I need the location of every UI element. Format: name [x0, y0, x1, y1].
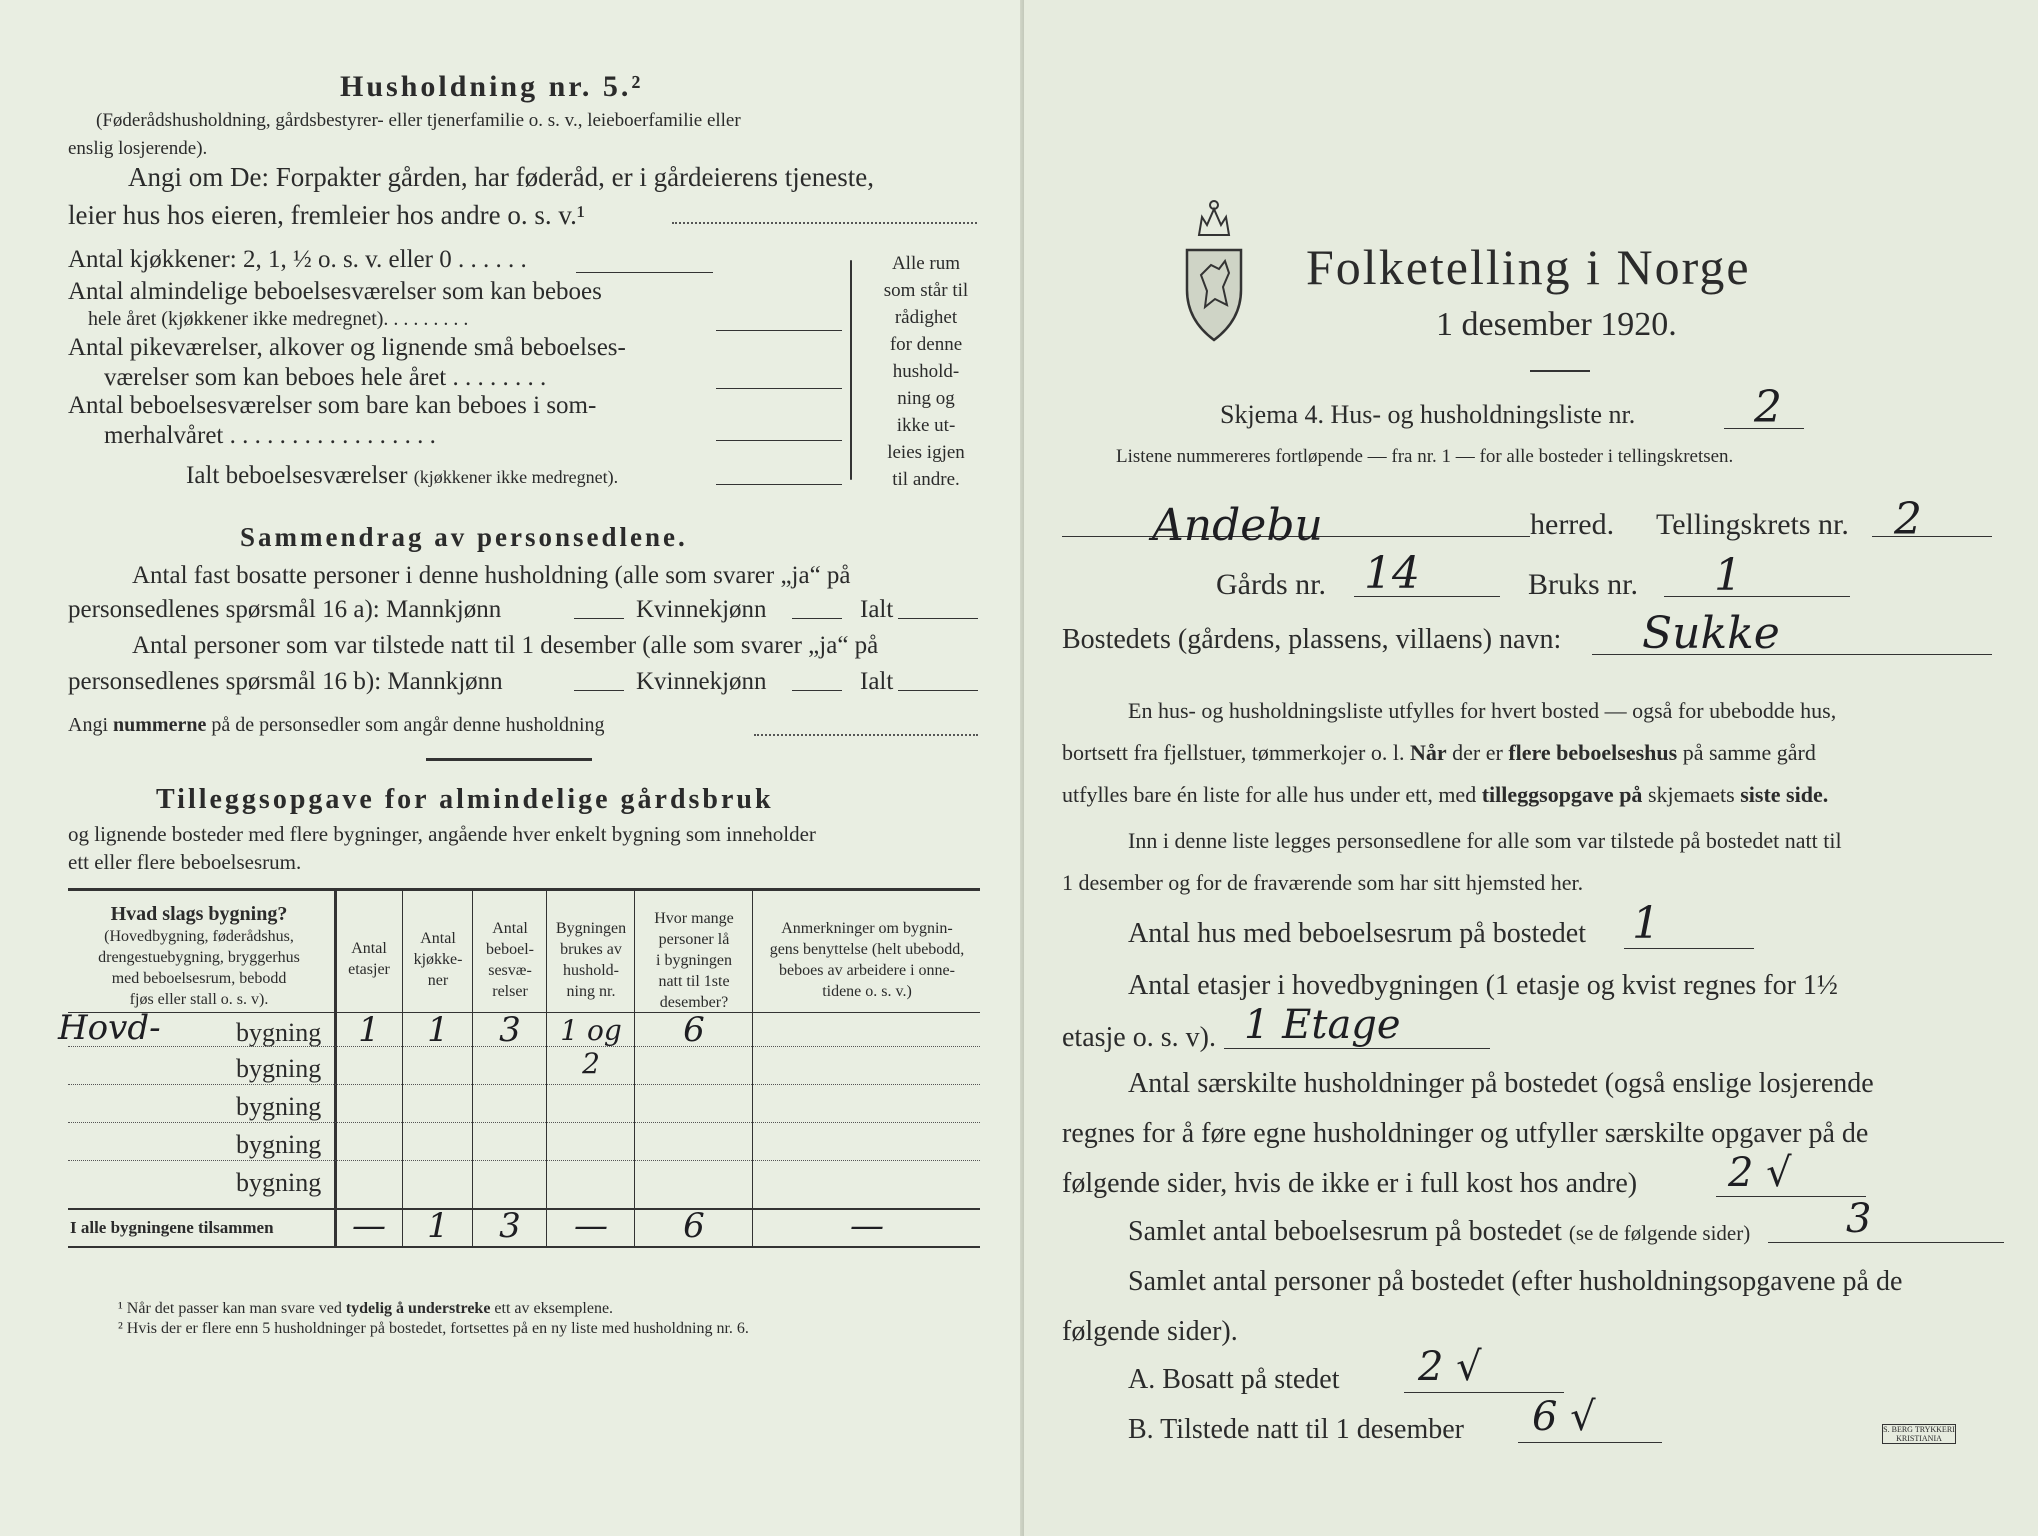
header-text: hushold- — [563, 962, 619, 979]
krets-line — [1872, 536, 1992, 537]
floors-line — [1224, 1048, 1490, 1049]
right-page — [1024, 0, 2038, 1536]
q-households-3: følgende sider, hvis de ikke er i full kost hos andre) — [1062, 1168, 1638, 1199]
form-title: Folketelling i Norge — [1306, 239, 1751, 295]
form-date: 1 desember 1920. — [1436, 306, 1677, 343]
small-answer-line — [716, 388, 842, 389]
header-text: beboel- — [486, 941, 534, 958]
sum2-total-label: Ialt — [860, 668, 894, 695]
household-subtitle-2: enslig losjerende). — [68, 138, 208, 159]
para1-c-c: skjemaets — [1647, 782, 1735, 807]
footnote-2: ² Hvis der er flere enn 5 husholdninger på bostedet, fortsettes på en ny liste med husholdning nr. 6. — [118, 1320, 749, 1337]
header-text: Bygningen — [555, 920, 627, 937]
krets-value: 2 — [1894, 494, 1922, 545]
header-text: med beboelsesrum, bebodd — [111, 970, 287, 987]
summary-title: Sammendrag av personsedlene. — [240, 522, 688, 552]
sum1-female-line — [792, 618, 842, 619]
header-rooms — [474, 918, 546, 1002]
para1-b-a: bortsett fra fjellstuer, tømmerkojer o. l. — [1062, 740, 1405, 765]
a-households: 2 √ — [1728, 1150, 1792, 1196]
q-rooms-total-note: (se de følgende sider) — [1568, 1221, 1751, 1245]
a-resident: 2 √ — [1418, 1344, 1482, 1390]
row-kitchens: 1 — [427, 1010, 449, 1050]
schema-value: 2 — [1754, 382, 1782, 433]
sum1-male-line — [574, 618, 624, 619]
present-line — [1518, 1442, 1662, 1443]
total-answer-line — [716, 484, 842, 485]
summary-1a: Antal fast bosatte personer i denne husholdning (alle som svarer „ja“ på — [132, 562, 851, 589]
header-text: beboes av arbeidere i onne- — [779, 962, 955, 979]
sum2-female-line — [792, 690, 842, 691]
header-household-no — [548, 918, 634, 1002]
header-text: fjøs eller stall o. s. v). — [129, 991, 269, 1008]
header-building-type — [68, 902, 330, 1010]
household-subtitle: (Føderådshusholdning, gårdsbestyrer- eller tjenerfamilie o. s. v., leieboerfamilie eller — [96, 110, 741, 131]
angi-answer-line — [754, 734, 978, 736]
para1-b-e: på samme gård — [1682, 740, 1816, 765]
row-type: Hovd- — [58, 1008, 161, 1048]
para2-b: 1 desember og for de fraværende som har sitt hjemsted her. — [1062, 870, 1584, 895]
header-text: Antal — [351, 940, 387, 957]
row-persons: 6 — [683, 1010, 705, 1050]
table-row — [68, 1054, 980, 1090]
herred-label: herred. — [1530, 508, 1615, 541]
row-suffix: bygning — [236, 1092, 322, 1121]
footnote-1c: ett av eksemplene. — [494, 1300, 614, 1317]
q-persons-1: Samlet antal personer på bostedet (efter husholdningsopgavene på de — [1128, 1266, 1903, 1297]
q-floors-2: etasje o. s. v). — [1062, 1022, 1216, 1053]
kitchens-answer-line — [576, 272, 713, 273]
q-persons-2: følgende sider). — [1062, 1316, 1238, 1347]
row-rule — [68, 1046, 980, 1047]
footnote-1b: tydelig å understreke — [345, 1300, 491, 1317]
angi-word: Angi — [68, 714, 108, 736]
header-text: Hvad slags bygning? — [110, 903, 288, 925]
side-note-line: leies igjen — [887, 442, 965, 463]
para1-c-b: tilleggsopgave på — [1481, 782, 1643, 807]
side-note-line: som står til — [883, 280, 969, 301]
sum2-female-label: Kvinnekjønn — [636, 668, 767, 695]
extra-title: Tilleggsopgave for almindelige gårdsbruk — [156, 784, 774, 815]
sum1-total-line — [898, 618, 978, 619]
krets-label: Tellingskrets nr. — [1656, 508, 1849, 541]
header-floors — [336, 938, 402, 980]
numbering-note: Listene nummereres fortløpende — fra nr. 1 — for alle bosteder i tellingskretsen. — [1116, 446, 1734, 467]
a-houses: 1 — [1632, 898, 1660, 949]
herred-value: Andebu — [1152, 500, 1323, 551]
rooms-total-line — [1768, 1242, 2004, 1243]
total-remarks: — — [850, 1206, 884, 1246]
q-kitchens: Antal kjøkkener: 2, 1, ½ o. s. v. eller 0 . . . . . . — [68, 246, 527, 273]
header-remarks — [754, 918, 980, 1002]
total-kitchens: 1 — [427, 1206, 449, 1246]
q-rooms-1: Antal almindelige beboelsesværelser som kan beboes — [68, 278, 602, 305]
table-row — [68, 1168, 980, 1204]
q-households-2: regnes for å føre egne husholdninger og utfyller særskilte opgaver på de — [1062, 1118, 1869, 1149]
total-household: — — [574, 1206, 608, 1246]
header-text: Antal — [420, 930, 456, 947]
q-houses: Antal hus med beboelsesrum på bostedet — [1128, 918, 1587, 949]
header-text: personer lå — [658, 931, 730, 948]
row-suffix: bygning — [236, 1168, 322, 1197]
ask-line-2: leier hus hos eieren, fremleier hos andre o. s. v.¹ — [68, 200, 585, 230]
q-rooms-total — [1128, 1216, 1750, 1248]
para1-a: En hus- og husholdningsliste utfylles for hvert bosted — også for ubebodde hus, — [1128, 698, 1837, 723]
header-text: ning nr. — [566, 983, 616, 1000]
bruks-value: 1 — [1714, 550, 1742, 601]
bruks-line — [1664, 596, 1850, 597]
header-text: Hvor mange — [654, 910, 734, 927]
header-text: sesvæ- — [488, 962, 532, 979]
summary-2a: Antal personer som var tilstede natt til 1 desember (alle som svarer „ja“ på — [132, 632, 879, 659]
para1-c-d: siste side. — [1740, 782, 1829, 807]
q-resident: A. Bosatt på stedet — [1128, 1364, 1340, 1395]
side-note-line: Alle rum — [891, 253, 961, 274]
header-text: gens benyttelse (helt ubebodd, — [769, 941, 965, 958]
header-text: desember? — [659, 994, 729, 1011]
header-text: ner — [427, 972, 449, 989]
header-text: tidene o. s. v.) — [822, 983, 912, 1000]
summary-2b: personsedlenes spørsmål 16 b): Mannkjønn — [68, 668, 503, 695]
table-row — [58, 1008, 980, 1080]
row-rule — [68, 1084, 980, 1085]
q-summer-2: merhalvåret . . . . . . . . . . . . . . . . . — [104, 422, 436, 449]
a-rooms-total: 3 — [1846, 1196, 1872, 1242]
coat-of-arms-icon — [1179, 195, 1249, 345]
header-text: etasjer — [348, 961, 390, 978]
title-divider — [1530, 370, 1590, 372]
total-floors: — — [352, 1206, 386, 1246]
buildings-table — [58, 888, 980, 1248]
para1-b-c: der er — [1452, 740, 1503, 765]
para1-b-b: Når — [1409, 740, 1447, 765]
total-rooms: 3 — [499, 1206, 521, 1246]
para1-c — [1062, 782, 1828, 808]
side-note — [866, 250, 986, 493]
row-suffix: bygning — [236, 1018, 322, 1047]
q-households-1: Antal særskilte husholdninger på bostedet (også enslige losjerende — [1128, 1068, 1874, 1099]
q-total-note: (kjøkkener ikke medregnet). — [413, 467, 619, 487]
table-row — [68, 1130, 980, 1166]
q-total — [186, 462, 618, 490]
q-total-label: Ialt beboelsesværelser — [186, 462, 408, 489]
table-row — [68, 1092, 980, 1128]
header-text: Anmerkninger om bygnin- — [781, 920, 953, 937]
bosted-label: Bostedets (gårdens, plassens, villaens) navn: — [1062, 624, 1562, 655]
table-top-border — [68, 888, 980, 891]
extra-line-2: ett eller flere beboelsesrum. — [68, 850, 302, 874]
row-rooms: 3 — [499, 1010, 521, 1050]
summary-1b: personsedlenes spørsmål 16 a): Mannkjønn — [68, 596, 502, 623]
footnote-1: ¹ Når det passer kan man svare ved tydelig å understreke ett av eksemplene. — [118, 1300, 614, 1317]
extra-line-1: og lignende bosteder med flere bygninger, angående hver enkelt bygning som inneholder — [68, 822, 816, 846]
side-note-line: hushold- — [892, 361, 960, 382]
side-brace — [850, 260, 852, 480]
bosted-value: Sukke — [1642, 608, 1780, 659]
household-title: Husholdning nr. 5.² — [340, 70, 644, 103]
row-floors: 1 — [358, 1010, 380, 1050]
q-present: B. Tilstede natt til 1 desember — [1128, 1414, 1464, 1445]
row-suffix: bygning — [236, 1130, 322, 1159]
para1-b — [1062, 740, 1816, 766]
ask-answer-line — [672, 222, 977, 224]
angi-emph: nummerne — [113, 714, 207, 736]
row-rule — [68, 1160, 980, 1161]
header-persons — [636, 908, 752, 1013]
rooms-answer-line — [716, 330, 842, 331]
header-text: drengestuebygning, bryggerhus — [98, 949, 300, 966]
q-summer-1: Antal beboelsesværelser som bare kan beboes i som- — [68, 392, 597, 419]
angi-rest: på de personsedler som angår denne husholdning — [211, 714, 605, 736]
footnote-2-text: Hvis der er flere enn 5 husholdninger på bostedet, fortsettes på en ny liste med husholdning nr. 6. — [126, 1320, 749, 1337]
header-text: relser — [492, 983, 528, 1000]
side-note-line: for denne — [889, 334, 963, 355]
gards-value: 14 — [1364, 548, 1420, 599]
bruks-label: Bruks nr. — [1528, 568, 1639, 601]
header-kitchens — [404, 928, 472, 991]
q-small-1: Antal pikeværelser, alkover og lignende små beboelses- — [68, 334, 626, 361]
angi-line — [68, 714, 605, 737]
para1-c-a: utfylles bare én liste for alle hus under ett, med — [1062, 782, 1477, 807]
sum2-total-line — [898, 690, 978, 691]
total-persons: 6 — [683, 1206, 705, 1246]
printer-stamp: S. BERG TRYKKERI KRISTIANIA — [1883, 1425, 1955, 1443]
sum1-female-label: Kvinnekjønn — [636, 596, 767, 623]
header-text: brukes av — [560, 941, 622, 958]
q-rooms-total-label: Samlet antal beboelsesrum på bostedet — [1128, 1216, 1562, 1247]
table-total-row — [68, 1206, 980, 1246]
header-text: Antal — [492, 920, 528, 937]
row-rule — [68, 1122, 980, 1123]
para1-b-d: flere beboelseshus — [1508, 740, 1678, 765]
side-note-line: til andre. — [892, 469, 960, 490]
para2-a: Inn i denne liste legges personsedlene for alle som var tilstede på bostedet natt til — [1128, 828, 1842, 853]
side-note-line: ikke ut- — [896, 415, 956, 436]
header-text: natt til 1ste — [658, 973, 730, 990]
q-rooms-2: hele året (kjøkkener ikke medregnet). . . . . . . . . — [88, 308, 469, 330]
a-present: 6 √ — [1532, 1394, 1596, 1440]
side-note-line: rådighet — [894, 307, 958, 328]
total-label: I alle bygningene tilsammen — [70, 1218, 274, 1237]
resident-line — [1404, 1392, 1564, 1393]
q-small-2: værelser som kan beboes hele året . . . . . . . . — [104, 364, 547, 391]
sum1-total-label: Ialt — [860, 596, 894, 623]
side-note-line: ning og — [897, 388, 955, 409]
q-floors-1: Antal etasjer i hovedbygningen (1 etasje og kvist regnes for 1½ — [1128, 970, 1838, 1001]
header-text: (Hovedbygning, føderådshus, — [104, 928, 294, 945]
schema-label: Skjema 4. Hus- og husholdningsliste nr. — [1220, 400, 1636, 429]
header-text: kjøkke- — [413, 951, 463, 968]
households-line — [1716, 1196, 1866, 1197]
a-floors: 1 Etage — [1244, 1002, 1401, 1048]
header-text: i bygningen — [656, 952, 732, 969]
section-divider — [426, 758, 592, 761]
row-household: 1 og 2 — [560, 1014, 622, 1080]
sum2-male-line — [574, 690, 624, 691]
gards-label: Gårds nr. — [1216, 568, 1326, 601]
summer-answer-line — [716, 440, 842, 441]
table-bottom-border — [68, 1246, 980, 1248]
row-suffix: bygning — [236, 1054, 322, 1083]
ask-line-1: Angi om De: Forpakter gården, har føderåd, er i gårdeierens tjeneste, — [128, 162, 874, 192]
footnote-1a: Når det passer kan man svare ved — [126, 1300, 342, 1317]
